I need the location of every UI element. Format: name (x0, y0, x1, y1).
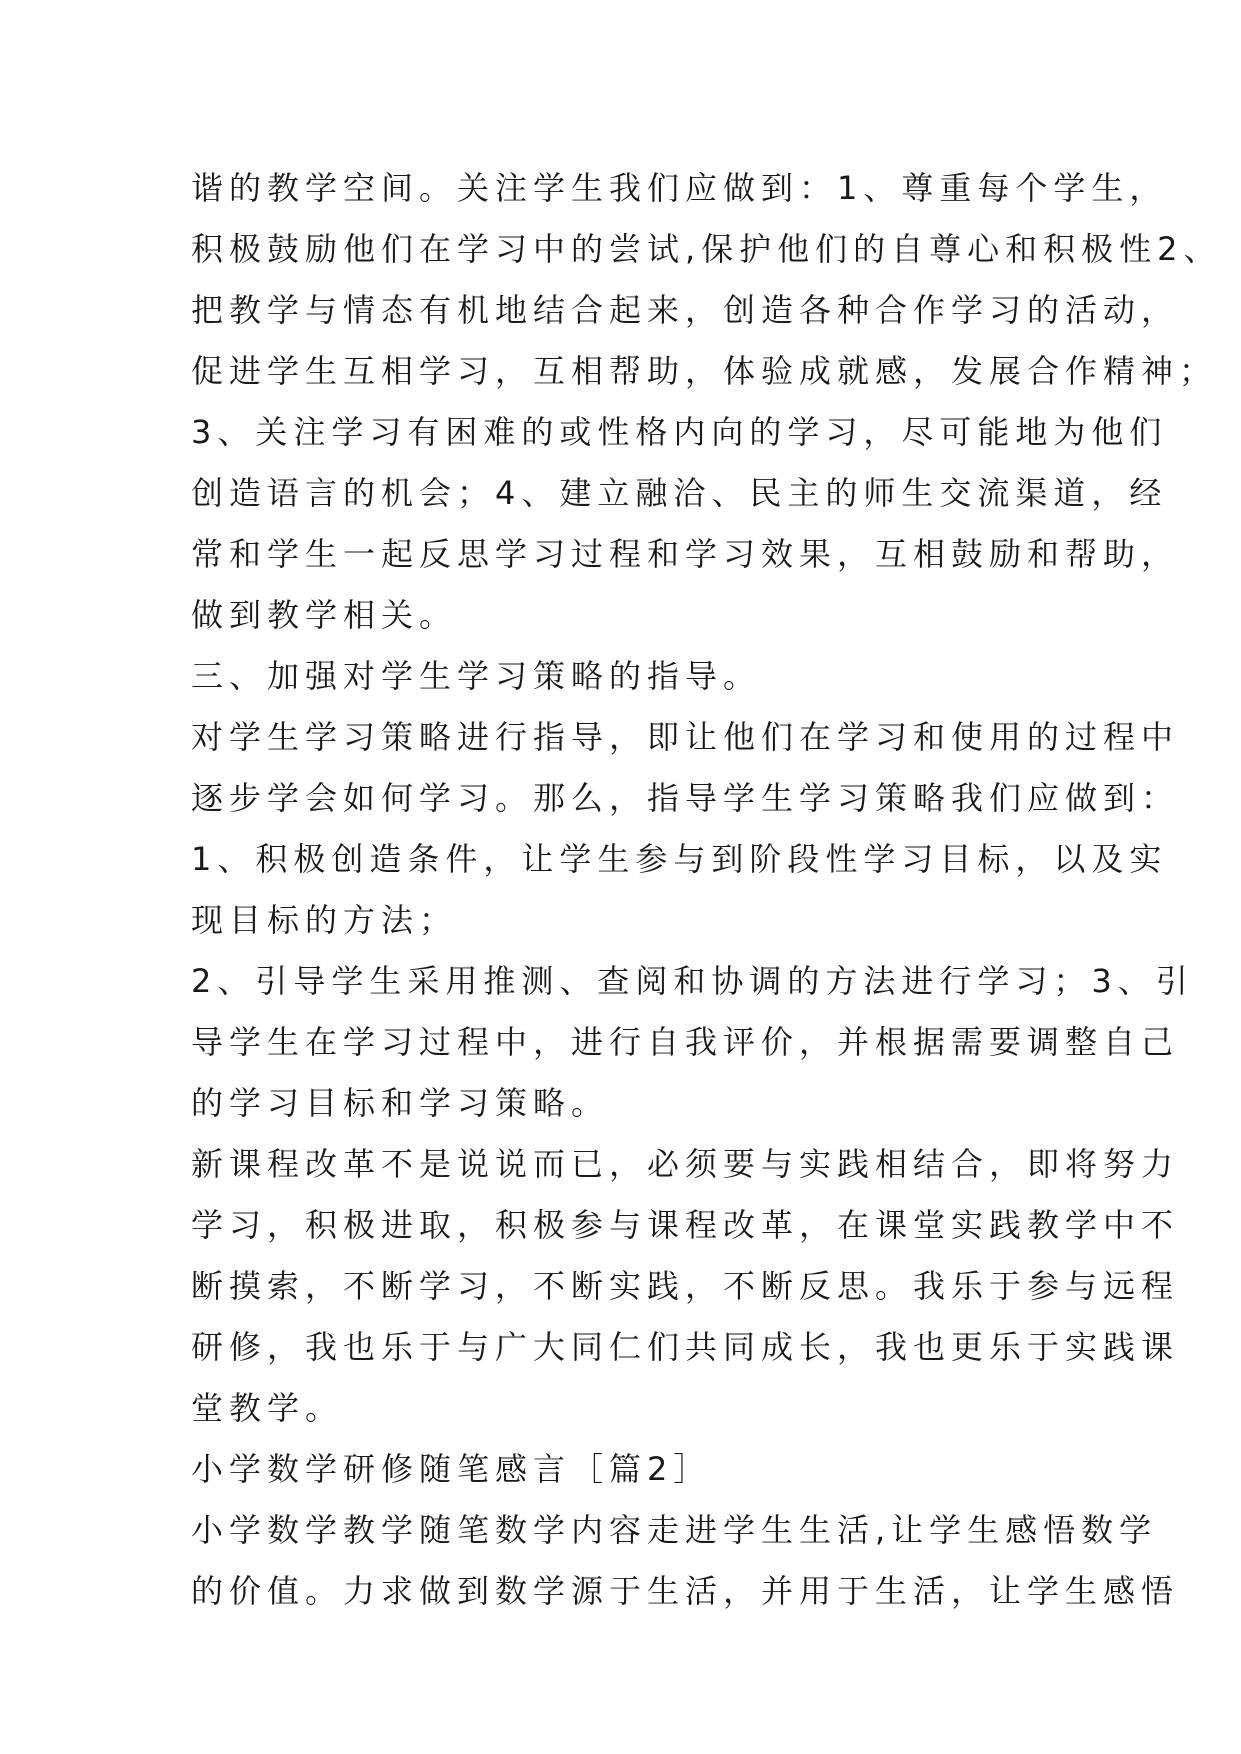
text-line: 3、关注学习有困难的或性格内向的学习，尽可能地为他们 (191, 413, 1168, 451)
article-title: 小学数学研修随笔感言［篇2］ (191, 1450, 712, 1488)
document-body (191, 158, 1222, 1622)
section-heading: 三、加强对学生学习策略的指导。 (191, 657, 762, 695)
text-line: 小学数学教学随笔数学内容走进学生生活,让学生感悟数学 (191, 1511, 1158, 1549)
text-line: 对学生学习策略进行指导，即让他们在学习和使用的过程中 (191, 718, 1180, 756)
text-line: 做到教学相关。 (191, 596, 458, 634)
text-line: 的价值。力求做到数学源于生活，并用于生活，让学生感悟 (191, 1572, 1180, 1610)
text-line: 研修，我也乐于与广大同仁们共同成长，我也更乐于实践课 (191, 1328, 1180, 1366)
text-line: 逐步学会如何学习。那么，指导学生学习策略我们应做到： (191, 779, 1180, 817)
text-line: 把教学与情态有机地结合起来，创造各种合作学习的活动， (191, 291, 1180, 329)
text-line: 常和学生一起反思学习过程和学习效果，互相鼓励和帮助， (191, 535, 1180, 573)
text-line: 积极鼓励他们在学习中的尝试,保护他们的自尊心和积极性2、 (191, 230, 1222, 268)
text-line: 1、积极创造条件，让学生参与到阶段性学习目标，以及实 (191, 840, 1168, 878)
text-line: 堂教学。 (191, 1389, 344, 1427)
text-line: 促进学生互相学习，互相帮助，体验成就感，发展合作精神； (191, 352, 1218, 390)
text-line: 学习，积极进取，积极参与课程改革，在课堂实践教学中不 (191, 1206, 1180, 1244)
text-line: 断摸索，不断学习，不断实践，不断反思。我乐于参与远程 (191, 1267, 1180, 1305)
text-line: 现目标的方法； (191, 901, 458, 939)
text-line: 的学习目标和学习策略。 (191, 1084, 610, 1122)
text-line: 创造语言的机会；4、建立融洽、民主的师生交流渠道，经 (191, 474, 1168, 512)
text-line: 谐的教学空间。关注学生我们应做到：1、尊重每个学生， (191, 169, 1168, 207)
text-line: 导学生在学习过程中，进行自我评价，并根据需要调整自己 (191, 1023, 1180, 1061)
text-line: 2、引导学生采用推测、查阅和协调的方法进行学习；3、引 (191, 962, 1194, 1000)
text-line: 新课程改革不是说说而已，必须要与实践相结合，即将努力 (191, 1145, 1180, 1183)
